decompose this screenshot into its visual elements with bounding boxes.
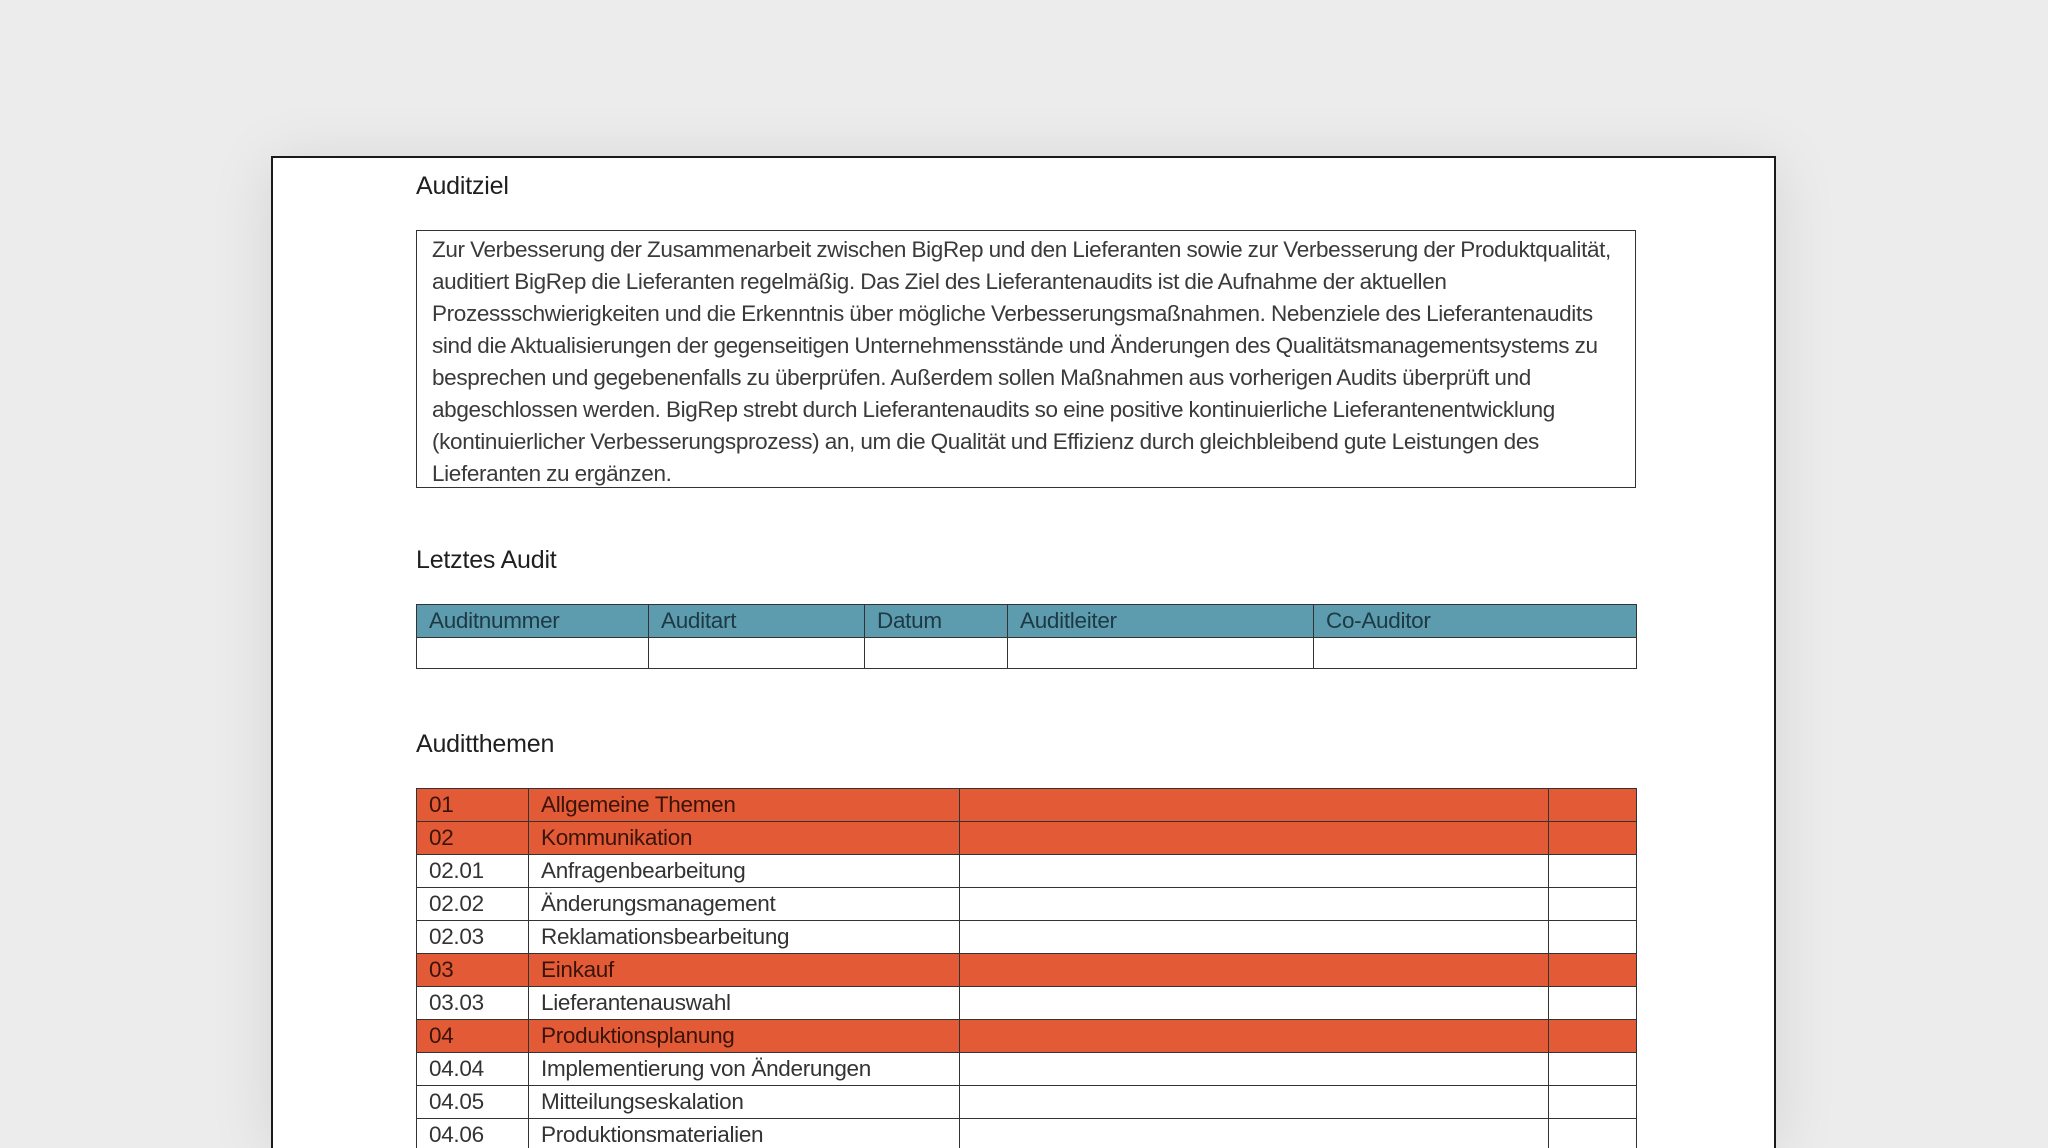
document-page: [271, 156, 1776, 1148]
audit-date-cell[interactable]: [865, 638, 1008, 669]
topic-rating-cell[interactable]: [1549, 921, 1637, 954]
audit-objective-text: Zur Verbesserung der Zusammenarbeit zwischen BigRep und den Lieferanten sowie zur Verbesserung der Produktqualität, auditiert BigRep die Lieferanten regelmäßig. Das Ziel des Lieferantenaudits ist die Aufnahme der aktuellen Prozessschwierigkeiten und die Erkenntnis über mögliche Verbesserungsmaßnahmen. Nebenziele des Lieferantenaudits sind die Aktualisierungen der gegenseitigen Unternehmensstände und Änderungen des Qualitätsmanagementsystems zu besprechen und gegebenenfalls zu überprüfen. Außerdem sollen Maßnahmen aus vorherigen Audits überprüft und abgeschlossen werden. BigRep strebt durch Lieferantenaudits so eine positive kontinuierliche Lieferantenentwicklung (kontinuierlicher Verbesserungsprozess) an, um die Qualität und Effizienz durch gleichbleibend gute Leistungen des Lieferanten zu ergänzen.: [432, 237, 1611, 486]
last-audit-header-row: [417, 605, 1637, 638]
topic-rating-cell[interactable]: [1549, 822, 1637, 855]
topic-notes-cell[interactable]: [960, 855, 1549, 888]
topic-notes-cell[interactable]: [960, 1053, 1549, 1086]
column-header-date: Datum: [865, 605, 1008, 638]
topic-number: 02.03: [417, 921, 529, 954]
topic-category-row: [417, 954, 1637, 987]
audit-topics-heading: Auditthemen: [416, 730, 555, 758]
topic-number: 03.03: [417, 987, 529, 1020]
topic-number: 03: [417, 954, 529, 987]
topic-number: 02.02: [417, 888, 529, 921]
topic-rating-cell[interactable]: [1549, 789, 1637, 822]
topic-rating-cell[interactable]: [1549, 888, 1637, 921]
audit-objective-box: [416, 230, 1636, 488]
topic-notes-cell[interactable]: [960, 954, 1549, 987]
topic-category-row: [417, 1020, 1637, 1053]
topic-number: 04.04: [417, 1053, 529, 1086]
topic-row: [417, 921, 1637, 954]
topic-rating-cell[interactable]: [1549, 855, 1637, 888]
topic-label: Mitteilungseskalation: [529, 1086, 960, 1119]
topic-row: [417, 888, 1637, 921]
topic-label: Anfragenbearbeitung: [529, 855, 960, 888]
audit-number-cell[interactable]: [417, 638, 649, 669]
topic-row: [417, 1053, 1637, 1086]
topic-rating-cell[interactable]: [1549, 954, 1637, 987]
column-header-audit-type: Auditart: [649, 605, 865, 638]
topic-notes-cell[interactable]: [960, 1119, 1549, 1148]
last-audit-heading: Letztes Audit: [416, 546, 557, 574]
topic-label: Kommunikation: [529, 822, 960, 855]
topic-notes-cell[interactable]: [960, 987, 1549, 1020]
topic-category-row: [417, 789, 1637, 822]
topic-row: [417, 1086, 1637, 1119]
last-audit-table: [416, 604, 1637, 669]
topic-label: Produktionsplanung: [529, 1020, 960, 1053]
topic-label: Lieferantenauswahl: [529, 987, 960, 1020]
topic-notes-cell[interactable]: [960, 921, 1549, 954]
topic-label: Einkauf: [529, 954, 960, 987]
column-header-audit-number: Auditnummer: [417, 605, 649, 638]
topic-category-row: [417, 822, 1637, 855]
column-header-audit-lead: Auditleiter: [1008, 605, 1314, 638]
column-header-co-auditor: Co-Auditor: [1314, 605, 1637, 638]
topic-label: Allgemeine Themen: [529, 789, 960, 822]
topic-notes-cell[interactable]: [960, 822, 1549, 855]
topic-number: 04.05: [417, 1086, 529, 1119]
topic-number: 04: [417, 1020, 529, 1053]
topic-label: Produktionsmaterialien: [529, 1119, 960, 1148]
topic-number: 04.06: [417, 1119, 529, 1148]
topic-rating-cell[interactable]: [1549, 1086, 1637, 1119]
topic-label: Reklamationsbearbeitung: [529, 921, 960, 954]
topic-row: [417, 855, 1637, 888]
audit-topics-table: [416, 788, 1637, 1148]
co-auditor-cell[interactable]: [1314, 638, 1637, 669]
audit-lead-cell[interactable]: [1008, 638, 1314, 669]
topic-label: Änderungsmanagement: [529, 888, 960, 921]
topic-number: 02: [417, 822, 529, 855]
audit-type-cell[interactable]: [649, 638, 865, 669]
topic-number: 01: [417, 789, 529, 822]
topic-rating-cell[interactable]: [1549, 987, 1637, 1020]
topic-row: [417, 987, 1637, 1020]
topic-rating-cell[interactable]: [1549, 1119, 1637, 1148]
topic-row: [417, 1119, 1637, 1148]
topic-rating-cell[interactable]: [1549, 1053, 1637, 1086]
last-audit-data-row: [417, 638, 1637, 669]
topic-notes-cell[interactable]: [960, 1086, 1549, 1119]
topic-label: Implementierung von Änderungen: [529, 1053, 960, 1086]
topic-notes-cell[interactable]: [960, 888, 1549, 921]
topic-notes-cell[interactable]: [960, 789, 1549, 822]
topic-notes-cell[interactable]: [960, 1020, 1549, 1053]
topic-number: 02.01: [417, 855, 529, 888]
topic-rating-cell[interactable]: [1549, 1020, 1637, 1053]
audit-objective-heading: Auditziel: [416, 172, 509, 200]
